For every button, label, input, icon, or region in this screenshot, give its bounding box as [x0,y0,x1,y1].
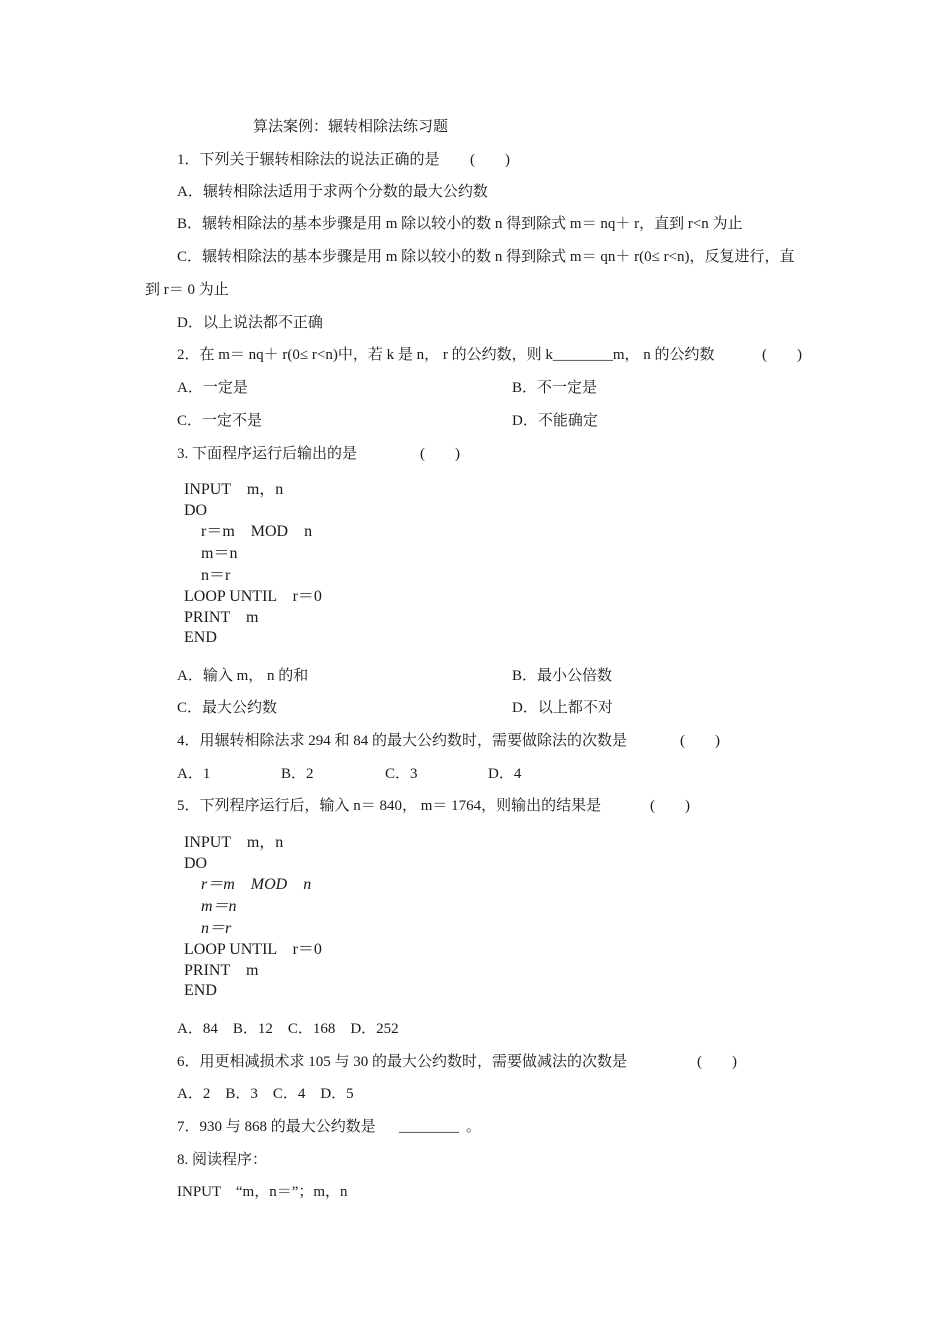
q8-code-line: INPUT “m，n＝”；m，n [177,1184,348,1200]
q3-option-a: A．输入 m， n 的和 [177,668,309,684]
question-6: 6．用更相减损术求 105 与 30 的最大公约数时，需要做减法的次数是 [177,1054,628,1070]
code-line: PRINT m [184,609,259,626]
question-1: 1．下列关于辗转相除法的说法正确的是 [177,152,440,168]
q1-option-b: B．辗转相除法的基本步骤是用 m 除以较小的数 n 得到除式 m＝ nq＋ r，直到 r<n 为止 [177,216,743,232]
q3-option-d: D．以上都不对 [512,700,613,716]
code-line: n＝r [201,567,231,584]
answer-bracket-6: ( ) [697,1054,737,1070]
q4-option-c: C．3 [385,766,418,782]
answer-bracket-4: ( ) [680,733,720,749]
code-line: END [184,629,217,646]
q2-option-b: B．不一定是 [512,380,598,396]
code-line: DO [184,855,208,872]
q1-option-c-cont: 到 r＝ 0 为止 [145,282,229,298]
q6-options: A．2 B．3 C．4 D．5 [177,1086,354,1102]
answer-bracket-5: ( ) [650,798,690,814]
code-line: INPUT m，n [184,834,284,851]
q1-option-c: C．辗转相除法的基本步骤是用 m 除以较小的数 n 得到除式 m＝ qn＋ r(0≤ r<n)，反复进行，直 [177,249,795,265]
period: 。 [466,1119,482,1135]
code-line: PRINT m [184,962,259,979]
question-8: 8. 阅读程序： [177,1152,268,1168]
code-line: END [184,982,217,999]
answer-bracket-2: ( ) [762,347,802,363]
answer-bracket-3: ( ) [420,446,460,462]
q4-option-a: A．1 [177,766,211,782]
question-7: 7．930 与 868 的最大公约数是 [177,1119,376,1135]
code-line: LOOP UNTIL r＝0 [184,588,322,605]
q2-option-a: A．一定是 [177,380,248,396]
q3-option-c: C．最大公约数 [177,700,278,716]
q3-option-b: B．最小公倍数 [512,668,613,684]
question-3: 3. 下面程序运行后输出的是 [177,446,358,462]
q2-option-d: D．不能确定 [512,413,598,429]
q4-option-d: D．4 [488,766,522,782]
code-line: m＝n [201,545,238,562]
code-line: m＝n [201,898,237,915]
answer-blank-7: ________ [399,1119,459,1135]
question-2: 2．在 m＝ nq＋ r(0≤ r<n)中，若 k 是 n， r 的公约数，则 k________m， n 的公约数 [177,347,715,363]
code-line: INPUT m，n [184,481,284,498]
code-line: r＝m MOD n [201,523,313,540]
code-line: r＝m MOD n [201,876,312,893]
answer-bracket-1: ( ) [470,152,510,168]
q4-option-b: B．2 [281,766,314,782]
code-line: LOOP UNTIL r＝0 [184,941,322,958]
question-5: 5．下列程序运行后，输入 n＝ 840， m＝ 1764，则输出的结果是 [177,798,602,814]
q1-option-d: D．以上说法都不正确 [177,315,323,331]
page-title: 算法案例：辗转相除法练习题 [253,119,449,135]
code-line: n＝r [201,920,232,937]
q2-option-c: C．一定不是 [177,413,263,429]
code-line: DO [184,502,208,519]
question-4: 4．用辗转相除法求 294 和 84 的最大公约数时，需要做除法的次数是 [177,733,628,749]
q1-option-a: A．辗转相除法适用于求两个分数的最大公约数 [177,184,488,200]
q5-options: A．84 B．12 C．168 D．252 [177,1021,399,1037]
